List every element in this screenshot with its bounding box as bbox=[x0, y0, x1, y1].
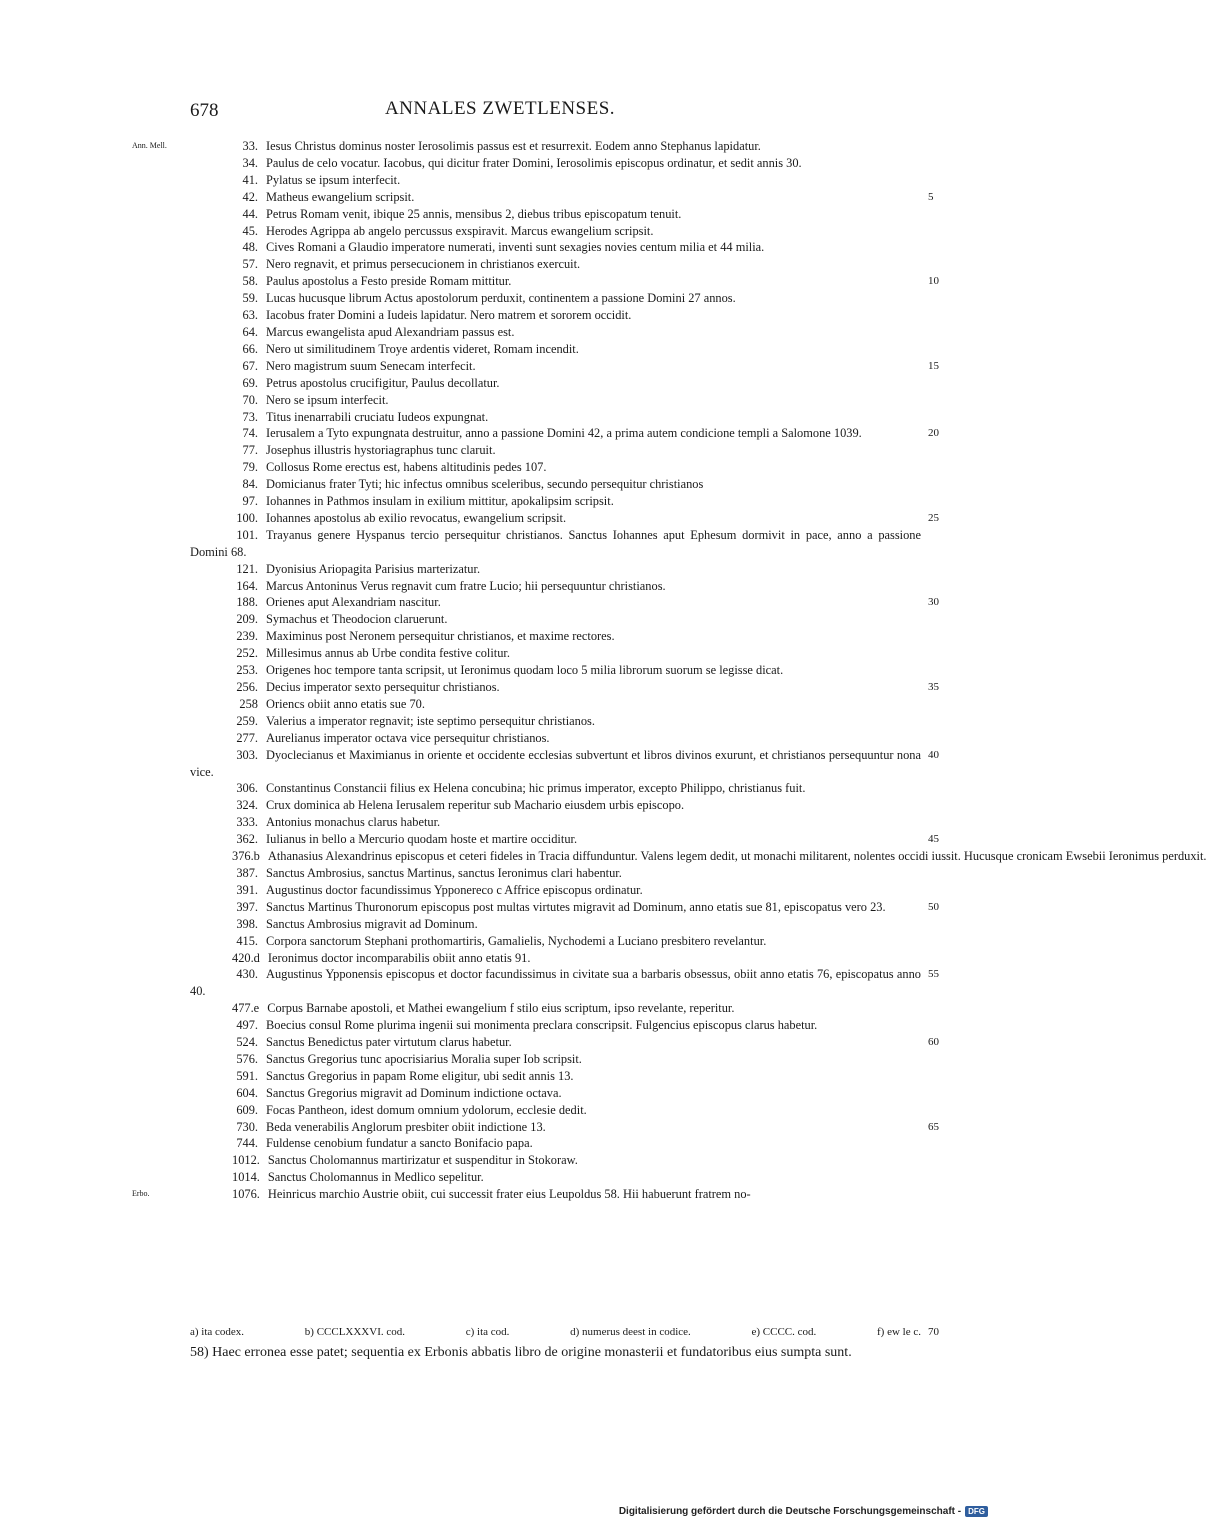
entry-text: Nero se ipsum interfecit. bbox=[266, 392, 389, 407]
annal-entry bbox=[190, 679, 939, 696]
annal-entry bbox=[190, 594, 939, 611]
entry-text: Pylatus se ipsum interfecit. bbox=[266, 172, 401, 187]
entry-year: 415. bbox=[236, 933, 258, 948]
entry-year: 45. bbox=[242, 223, 258, 238]
entry-year: 164. bbox=[236, 578, 258, 593]
entry-text: Domicianus frater Tyti; hic infectus omnibus sceleribus, secundo persequitur christianos bbox=[266, 477, 704, 492]
entry-text: Ierusalem a Tyto expungnata destruitur, anno a passione Domini 42, a prima autem condicione templi a Salomone 1039. bbox=[266, 426, 862, 441]
annal-entry bbox=[190, 899, 939, 916]
entry-year: 497. bbox=[236, 1018, 258, 1033]
entry-text: Beda venerabilis Anglorum presbiter obiit indictione 13. bbox=[266, 1119, 546, 1134]
entry-year: 524. bbox=[236, 1035, 258, 1050]
entry-text: Antonius monachus clarus habetur. bbox=[266, 815, 441, 830]
annal-entry bbox=[190, 1000, 921, 1017]
entry-year: 324. bbox=[236, 798, 258, 813]
annal-entry bbox=[190, 1017, 921, 1034]
entry-text: Petrus Romam venit, ibique 25 annis, mensibus 2, diebus tribus episcopatum tenuit. bbox=[266, 206, 682, 221]
entry-year: 253. bbox=[236, 663, 258, 678]
entry-year: 420.d bbox=[232, 950, 260, 965]
annal-entry bbox=[190, 324, 921, 341]
entry-year: 64. bbox=[242, 324, 258, 339]
entry-year: 69. bbox=[242, 375, 258, 390]
entry-year: 100. bbox=[236, 510, 258, 525]
page-number: 678 bbox=[190, 100, 219, 121]
annal-entry bbox=[190, 223, 921, 240]
annal-entry bbox=[190, 476, 921, 493]
annal-entry bbox=[190, 172, 921, 189]
entry-year: 34. bbox=[242, 155, 258, 170]
entry-year: 306. bbox=[236, 781, 258, 796]
entry-year: 84. bbox=[242, 477, 258, 492]
annal-entry bbox=[190, 1119, 939, 1136]
annal-entry bbox=[190, 206, 921, 223]
annal-entry bbox=[190, 696, 921, 713]
annal-entry bbox=[190, 1085, 921, 1102]
entry-year: 44. bbox=[242, 206, 258, 221]
footnote-item: d) numerus deest in codice. bbox=[570, 1326, 691, 1338]
line-number: 50 bbox=[928, 900, 939, 913]
footnote-item: f) ew le c. bbox=[877, 1326, 921, 1338]
entry-text: Paulus de celo vocatur. Iacobus, qui dicitur frater Domini, Ierosolimis episcopus ordinatur, et sedit annis 30. bbox=[266, 155, 802, 170]
entry-text: Josephus illustris hystoriagraphus tunc claruit. bbox=[266, 443, 496, 458]
entry-text: Augustinus doctor facundissimus Ypponereco c Affrice episcopus ordinatur. bbox=[266, 882, 643, 897]
entry-text: Sanctus Martinus Thuronorum episcopus post multas virtutes migravit ad Dominum, anno etatis sue 81, episcopatus vero 23. bbox=[266, 899, 886, 914]
annal-entry bbox=[190, 578, 921, 595]
entry-text: Heinricus marchio Austrie obiit, cui successit frater eius Leupoldus 58. Hii habuerunt fratrem no- bbox=[267, 1187, 751, 1202]
entry-year: 744. bbox=[236, 1136, 258, 1151]
annal-entry bbox=[190, 459, 921, 476]
entry-year: 1076. bbox=[232, 1187, 260, 1202]
annal-entry bbox=[190, 966, 939, 1000]
entry-text: Athanasius Alexandrinus episcopus et ceteri fideles in Tracia diffunduntur. Valens legem dedit, ut monachi militarent, nolentes occidi iussit. Hucusque cronicam Ewsebii Ieronimus perduxit. bbox=[267, 849, 1207, 864]
entry-year: 77. bbox=[242, 443, 258, 458]
annal-entry bbox=[190, 1169, 921, 1186]
annal-entry bbox=[190, 256, 921, 273]
entry-text: Origenes hoc tempore tanta scripsit, ut Ieronimus quodam loco 5 milia librorum suorum se legisse dicat. bbox=[266, 663, 784, 678]
entry-year: 188. bbox=[236, 595, 258, 610]
annal-entry bbox=[190, 341, 921, 358]
entry-year: 101. bbox=[236, 527, 258, 542]
line-number: 55 bbox=[928, 968, 939, 981]
annal-entry bbox=[190, 392, 921, 409]
entry-year: 259. bbox=[236, 713, 258, 728]
entry-text: Iohannes in Pathmos insulam in exilium mittitur, apokalipsim scripsit. bbox=[266, 494, 614, 509]
annal-entry bbox=[190, 1051, 921, 1068]
entry-year: 63. bbox=[242, 308, 258, 323]
entry-year: 730. bbox=[236, 1119, 258, 1134]
annal-entry bbox=[190, 425, 939, 442]
annal-entry bbox=[190, 882, 921, 899]
entry-text: Sanctus Ambrosius, sanctus Martinus, sanctus Ieronimus clari habentur. bbox=[266, 865, 622, 880]
annal-entry bbox=[190, 730, 921, 747]
annal-entry bbox=[190, 307, 921, 324]
annal-entry bbox=[132, 138, 921, 155]
entry-text: Iohannes apostolus ab exilio revocatus, ewangelium scripsit. bbox=[266, 510, 567, 525]
line-number: 20 bbox=[928, 427, 939, 440]
line-number: 15 bbox=[928, 359, 939, 372]
annal-entry bbox=[190, 155, 921, 172]
annal-entry bbox=[190, 865, 921, 882]
line-number: 70 bbox=[928, 1326, 939, 1338]
entry-text: Collosus Rome erectus est, habens altitudinis pedes 107. bbox=[266, 460, 547, 475]
entry-text: Fuldense cenobium fundatur a sancto Bonifacio papa. bbox=[266, 1136, 533, 1151]
annals-entries bbox=[0, 138, 1207, 1203]
entry-year: 387. bbox=[236, 865, 258, 880]
line-number: 10 bbox=[928, 275, 939, 288]
entry-year: 1014. bbox=[232, 1170, 260, 1185]
line-number: 60 bbox=[928, 1036, 939, 1049]
entry-year: 79. bbox=[242, 460, 258, 475]
entry-text: Symachus et Theodocion claruerunt. bbox=[266, 612, 448, 627]
annal-entry bbox=[190, 950, 921, 967]
footnote-row bbox=[190, 1326, 939, 1338]
entry-year: 477.e bbox=[232, 1001, 260, 1016]
entry-year: 70. bbox=[242, 392, 258, 407]
annal-entry bbox=[190, 780, 921, 797]
annal-entry bbox=[190, 1068, 921, 1085]
entry-text: Nero regnavit, et primus persecucionem in christianos exercuit. bbox=[266, 257, 581, 272]
annal-entry bbox=[190, 747, 939, 781]
entry-year: 42. bbox=[242, 189, 258, 204]
entry-text: Iesus Christus dominus noster Ierosolimis passus est et resurrexit. Eodem anno Stephanus lapidatur. bbox=[266, 139, 761, 153]
entry-year: 67. bbox=[242, 358, 258, 373]
entry-year: 362. bbox=[236, 832, 258, 847]
entry-year: 430. bbox=[236, 967, 258, 982]
entry-year: 209. bbox=[236, 612, 258, 627]
entry-text: Corpora sanctorum Stephani prothomartiris, Gamalielis, Nychodemi a Luciano presbitero revelantur. bbox=[266, 933, 767, 948]
entry-year: 333. bbox=[236, 815, 258, 830]
entry-year: 74. bbox=[242, 426, 258, 441]
entry-text: Maximinus post Neronem persequitur christianos, et maxime rectores. bbox=[266, 629, 615, 644]
annal-entry bbox=[190, 1034, 939, 1051]
annal-entry bbox=[190, 273, 939, 290]
entry-text: Aurelianus imperator octava vice persequitur christianos. bbox=[266, 730, 550, 745]
entry-year: 73. bbox=[242, 409, 258, 424]
annal-entry bbox=[190, 797, 921, 814]
entry-text: Oriencs obiit anno etatis sue 70. bbox=[266, 696, 425, 711]
entry-year: 277. bbox=[236, 730, 258, 745]
source-siglum: Erbo. bbox=[132, 1189, 150, 1199]
entry-year: 397. bbox=[236, 899, 258, 914]
line-number: 5 bbox=[928, 190, 934, 203]
entry-text: Valerius a imperator regnavit; iste septimo persequitur christianos. bbox=[266, 713, 595, 728]
entry-text: Boecius consul Rome plurima ingenii sui monimenta preclara conscripsit. Fulgencius episcopus clarus habetur. bbox=[266, 1018, 818, 1033]
annal-entry bbox=[190, 527, 921, 561]
entry-year: 66. bbox=[242, 341, 258, 356]
entry-text: Decius imperator sexto persequitur christianos. bbox=[266, 680, 500, 694]
entry-text: Trayanus genere Hyspanus tercio persequitur christianos. Sanctus Iohannes aput Ephesum dormivit in pace, anno a passione Domini 68. bbox=[190, 527, 921, 559]
line-number: 30 bbox=[928, 596, 939, 609]
annal-entry bbox=[190, 510, 939, 527]
digitization-footer bbox=[619, 1506, 988, 1517]
annal-entry bbox=[190, 239, 921, 256]
entry-year: 609. bbox=[236, 1102, 258, 1117]
annal-entry bbox=[190, 814, 921, 831]
entry-text: Cives Romani a Glaudio imperatore numerati, inventi sunt sexagies novies centum milia et 44 milia. bbox=[266, 240, 765, 255]
dfg-logo: DFG bbox=[965, 1506, 988, 1517]
entry-year: 398. bbox=[236, 916, 258, 931]
entry-text: Iulianus in bello a Mercurio quodam hoste et martire occiditur. bbox=[266, 832, 578, 847]
line-number: 40 bbox=[928, 748, 939, 761]
entry-text: Iacobus frater Domini a Iudeis lapidatur. Nero matrem et sororem occidit. bbox=[266, 308, 632, 323]
entry-text: Titus inenarrabili cruciatu Iudeos expungnat. bbox=[266, 409, 489, 424]
annal-entry bbox=[190, 933, 921, 950]
entry-year: 239. bbox=[236, 629, 258, 644]
entry-text: Sanctus Gregorius migravit ad Dominum indictione octava. bbox=[266, 1085, 562, 1100]
footnote-item: b) CCCLXXXVI. cod. bbox=[304, 1326, 405, 1338]
annal-entry bbox=[190, 611, 921, 628]
entry-year: 252. bbox=[236, 646, 258, 661]
line-number: 25 bbox=[928, 511, 939, 524]
entry-text: Augustinus Ypponensis episcopus et doctor facundissimus in civitate sua a barbaris obsessus, obiit anno etatis 76, episcopatus anno 40. bbox=[190, 967, 921, 999]
entry-year: 121. bbox=[236, 561, 258, 576]
annal-entry bbox=[190, 713, 921, 730]
line-number: 45 bbox=[928, 833, 939, 846]
entry-year: 391. bbox=[236, 882, 258, 897]
annal-entry bbox=[190, 628, 921, 645]
entry-year: 604. bbox=[236, 1085, 258, 1100]
entry-text: Constantinus Constancii filius ex Helena concubina; hic primus imperator, excepto Philippo, christianus fuit. bbox=[266, 781, 806, 796]
annal-entry bbox=[190, 409, 921, 426]
entry-text: Nero magistrum suum Senecam interfecit. bbox=[266, 358, 476, 373]
entry-year: 303. bbox=[236, 747, 258, 762]
entry-year: 57. bbox=[242, 257, 258, 272]
entry-text: Millesimus annus ab Urbe condita festive colitur. bbox=[266, 646, 510, 661]
entry-year: 258 bbox=[239, 696, 258, 711]
annal-entry bbox=[190, 189, 934, 206]
annal-entry bbox=[190, 1102, 921, 1119]
annal-entry bbox=[190, 831, 939, 848]
annal-entry bbox=[190, 561, 921, 578]
footer-text: Digitalisierung gefördert durch die Deutsche Forschungsgemeinschaft - bbox=[618, 1506, 962, 1517]
entry-text: Herodes Agrippa ab angelo percussus exspiravit. Marcus ewangelium scripsit. bbox=[266, 223, 654, 238]
source-siglum: Ann. Mell. bbox=[132, 141, 167, 150]
annal-entry bbox=[190, 375, 921, 392]
entry-text: Dyonisius Ariopagita Parisius marterizatur. bbox=[266, 561, 481, 576]
footnote-item: a) ita codex. bbox=[190, 1326, 245, 1338]
entry-text: Sanctus Gregorius in papam Rome eligitur, ubi sedit annis 13. bbox=[266, 1068, 574, 1083]
entry-year: 33. bbox=[242, 139, 258, 153]
footnote-item: c) ita cod. bbox=[465, 1326, 510, 1338]
entry-text: Dyoclecianus et Maximianus in oriente et occidente ecclesias subvertunt et libros divinos exurunt, et christianos persequuntur nona vice. bbox=[190, 747, 921, 779]
footnotes bbox=[190, 1326, 950, 1362]
line-number: 35 bbox=[928, 681, 939, 693]
entry-text: Petrus apostolus crucifigitur, Paulus decollatur. bbox=[266, 375, 500, 390]
entry-text: Sanctus Gregorius tunc apocrisiarius Moralia super Iob scripsit. bbox=[266, 1051, 582, 1066]
entry-text: Sanctus Ambrosius migravit ad Dominum. bbox=[266, 916, 478, 931]
annal-entry bbox=[132, 1186, 921, 1203]
entry-text: Crux dominica ab Helena Ierusalem reperitur sub Machario eiusdem urbis episcopo. bbox=[266, 798, 685, 813]
annal-entry bbox=[190, 645, 921, 662]
entry-text: Ieronimus doctor incomparabilis obiit anno etatis 91. bbox=[267, 950, 531, 965]
entry-year: 59. bbox=[242, 291, 258, 306]
footnote-58: 58) Haec erronea esse patet; sequentia ex Erbonis abbatis libro de origine monasterii et fundatoribus eius sumpta sunt. bbox=[190, 1345, 852, 1360]
entry-text: Sanctus Cholomannus martirizatur et suspenditur in Stokoraw. bbox=[267, 1153, 578, 1168]
entry-year: 576. bbox=[236, 1051, 258, 1066]
annal-entry bbox=[190, 1135, 921, 1152]
entry-year: 58. bbox=[242, 274, 258, 289]
footnote-item: e) CCCC. cod. bbox=[751, 1326, 817, 1338]
entry-text: Focas Pantheon, idest domum omnium ydolorum, ecclesie dedit. bbox=[266, 1102, 587, 1117]
annal-entry bbox=[190, 290, 921, 307]
annal-entry bbox=[190, 848, 1207, 865]
annal-entry bbox=[190, 916, 921, 933]
entry-text: Marcus ewangelista apud Alexandriam passus est. bbox=[266, 324, 515, 339]
annal-entry bbox=[190, 662, 921, 679]
entry-year: 97. bbox=[242, 494, 258, 509]
entry-year: 591. bbox=[236, 1068, 258, 1083]
entry-text: Paulus apostolus a Festo preside Romam mittitur. bbox=[266, 274, 512, 289]
entry-text: Orienes aput Alexandriam nascitur. bbox=[266, 595, 441, 610]
running-title: ANNALES ZWETLENSES. bbox=[384, 98, 616, 119]
entry-year: 41. bbox=[242, 172, 258, 187]
annal-entry bbox=[190, 493, 921, 510]
entry-year: 376.b bbox=[232, 849, 260, 864]
annal-entry bbox=[190, 358, 939, 375]
entry-year: 1012. bbox=[232, 1153, 260, 1168]
entry-text: Lucas hucusque librum Actus apostolorum perduxit, continentem a passione Domini 27 annos. bbox=[266, 291, 736, 306]
line-number: 65 bbox=[928, 1120, 939, 1133]
annal-entry bbox=[190, 442, 921, 459]
entry-text: Sanctus Benedictus pater virtutum clarus habetur. bbox=[266, 1035, 512, 1050]
entry-text: Corpus Barnabe apostoli, et Mathei ewangelium f stilo eius scriptum, ipso revelante, reperitur. bbox=[267, 1001, 735, 1016]
entry-year: 256. bbox=[236, 680, 258, 694]
entry-text: Sanctus Cholomannus in Medlico sepelitur. bbox=[267, 1170, 484, 1185]
entry-text: Marcus Antoninus Verus regnavit cum fratre Lucio; hii persequuntur christianos. bbox=[266, 578, 666, 593]
entry-text: Nero ut similitudinem Troye ardentis videret, Romam incendit. bbox=[266, 341, 579, 356]
entry-year: 48. bbox=[242, 240, 258, 255]
entry-text: Matheus ewangelium scripsit. bbox=[266, 189, 415, 204]
annal-entry bbox=[190, 1152, 921, 1169]
